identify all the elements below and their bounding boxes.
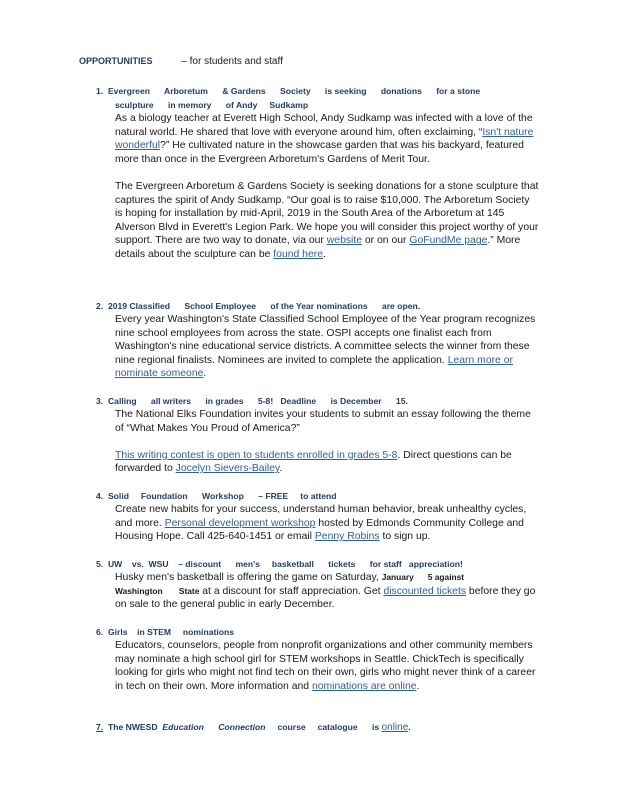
item-3-number: 3.: [96, 396, 104, 406]
opponent-text: Washington State: [115, 585, 200, 596]
item-6-paragraph-1: [115, 639, 539, 693]
text-run: Educators, counselors, people from nonprofit organizations and other community members may nominate a high school girl for STEM workshops in Seattle. ChickTech is specifically looking for girls who might not find tech on their own, girls who might never think of a career in tech on their own. More information and: [115, 640, 536, 692]
item-4-title: [96, 489, 540, 503]
text-run: .: [203, 368, 207, 380]
item-6-body: [115, 639, 539, 693]
text-run: .: [279, 463, 283, 475]
text-run: .: [416, 680, 420, 692]
text-run: .: [322, 248, 326, 260]
item-2-number: 2.: [96, 301, 104, 311]
jocelyn-sievers-bailey-link[interactable]: Jocelyn Sievers-Bailey: [175, 463, 280, 475]
item-4-title-text: Solid Foundation Workshop – FREE to attend: [107, 491, 337, 501]
item-7-title-em: Education Connection: [162, 722, 266, 732]
opportunity-item-2: [96, 299, 540, 381]
item-6-title: [96, 625, 540, 639]
text-run: Husky men's basketball is offering the game on Saturday,: [115, 572, 382, 583]
game-date-text: January 5 against: [381, 572, 465, 582]
item-3-title: [96, 394, 540, 408]
text-run: at a discount for staff appreciation. Get: [199, 585, 384, 597]
item-4-number: 4.: [96, 491, 104, 501]
text-run: The Evergreen Arboretum & Gardens Society is seeking donations for a stone sculpture that captures the spirit of Andy Sudkamp. “Our goal is to raise $10,000. The Arboretum Society is hoping for installation by mid-April, 2019 in the South Area of the Arboretum at 145 Alverson Blvd in Everett's Legion Park. We hope you will consider this project worthy of your support. There are two way to donate, via our: [115, 180, 539, 247]
item-1-number: 1.: [96, 86, 104, 96]
item-1-title: [96, 84, 540, 98]
text-run: to sign up.: [379, 531, 431, 543]
personal-development-workshop-link[interactable]: Personal development workshop: [164, 517, 316, 529]
item-4-body: [115, 503, 539, 544]
learn-more-nominate-link[interactable]: Learn more or nominate someone: [115, 354, 513, 380]
text-run: or on our: [362, 235, 410, 247]
catalogue-online-link[interactable]: online: [381, 722, 409, 733]
opportunity-item-4: [96, 489, 540, 544]
text-run: As a biology teacher at Everett High School, Andy Sudkamp was infected with a love of the natural world. He shared that love with everyone around him, often exclaiming, “: [115, 113, 533, 138]
penny-robins-link[interactable]: Penny Robins: [314, 531, 380, 543]
item-7-title: [96, 720, 540, 735]
heading-subtitle: – for students and staff: [181, 56, 283, 67]
text-run: before they go on sale to the general public in early December.: [115, 585, 536, 611]
opportunity-item-1: [96, 84, 540, 262]
item-2-paragraph-1: [115, 313, 539, 381]
item-7-title-a: The NWESD: [107, 722, 163, 732]
isnt-nature-wonderful-link[interactable]: Isn't nature wonderful: [115, 126, 534, 152]
item-3-body: [115, 408, 539, 476]
opportunity-item-5: [96, 557, 540, 612]
item-5-title: [96, 557, 540, 571]
text-run: hosted by Edmonds Community College and Housing Hope. Call 425-640-1451 or email: [115, 517, 524, 543]
opportunity-item-3: [96, 394, 540, 476]
item-4-paragraph-1: [115, 503, 539, 544]
item-3-paragraph-2: [115, 449, 539, 476]
item-5-number: 5.: [96, 559, 104, 569]
discounted-tickets-link[interactable]: discounted tickets: [383, 585, 467, 597]
text-run: . Direct questions can be forwarded to: [115, 449, 512, 475]
item-7-number: 7.: [96, 722, 104, 732]
item-2-title: [96, 299, 540, 313]
item-1-title-line1: Evergreen Arboretum & Gardens Society is seeking donations for a stone: [107, 86, 481, 96]
item-2-body: [115, 313, 539, 381]
nominations-online-link[interactable]: nominations are online: [311, 680, 417, 692]
item-5-paragraph-1: [115, 571, 539, 612]
text-run: ?” He cultivated nature in the showcase garden that was his backyard, featured more than once in the Evergreen Arboretum's Gardens of Merit Tour.: [115, 140, 524, 165]
item-3-title-text: Calling all writers in grades 5-8! Deadline is December 15.: [107, 396, 408, 406]
found-here-link[interactable]: found here: [273, 248, 323, 260]
item-1-title-line2: sculpture in memory of Andy Sudkamp: [115, 100, 309, 110]
opportunity-item-6: [96, 625, 540, 693]
text-run: Every year Washington's State Classified School Employee of the Year program recognizes nine school employees from across the state. OSPI accepts one finalist each from Washington's nine educational service districts. A committee selects the winner from these nine regional finalists. Nominees are invited to complete the application.: [115, 314, 536, 366]
item-6-title-text: Girls in STEM nominations: [107, 627, 235, 637]
text-run: Create new habits for your success, understand human behavior, break unhealthy cycles, and more.: [115, 504, 527, 529]
item-1-paragraph-2: [115, 180, 539, 262]
item-2-title-text: 2019 Classified School Employee of the Year nominations are open.: [107, 301, 421, 311]
text-run: .” More details about the sculpture can be: [115, 235, 521, 260]
item-7-title-b: course catalogue is: [265, 722, 382, 732]
website-link[interactable]: website: [326, 235, 363, 247]
heading-title: OPPORTUNITIES: [79, 56, 153, 66]
writing-contest-link[interactable]: This writing contest is open to students enrolled in grades 5-8: [115, 449, 398, 461]
item-1-body: [115, 112, 539, 262]
item-1-paragraph-1: [115, 112, 539, 166]
gofundme-link[interactable]: GoFundMe page: [409, 235, 488, 247]
item-3-paragraph-1: The National Elks Foundation invites your students to submit an essay following the theme of “What Makes You Proud of America?”: [115, 409, 531, 434]
opportunities-heading: [79, 56, 283, 67]
item-7-title-c: .: [408, 722, 411, 732]
item-5-body: [115, 571, 539, 612]
item-6-number: 6.: [96, 627, 104, 637]
opportunity-item-7: [96, 720, 540, 735]
item-5-title-text: UW vs. WSU – discount men's basketball tickets for staff appreciation!: [107, 559, 463, 569]
